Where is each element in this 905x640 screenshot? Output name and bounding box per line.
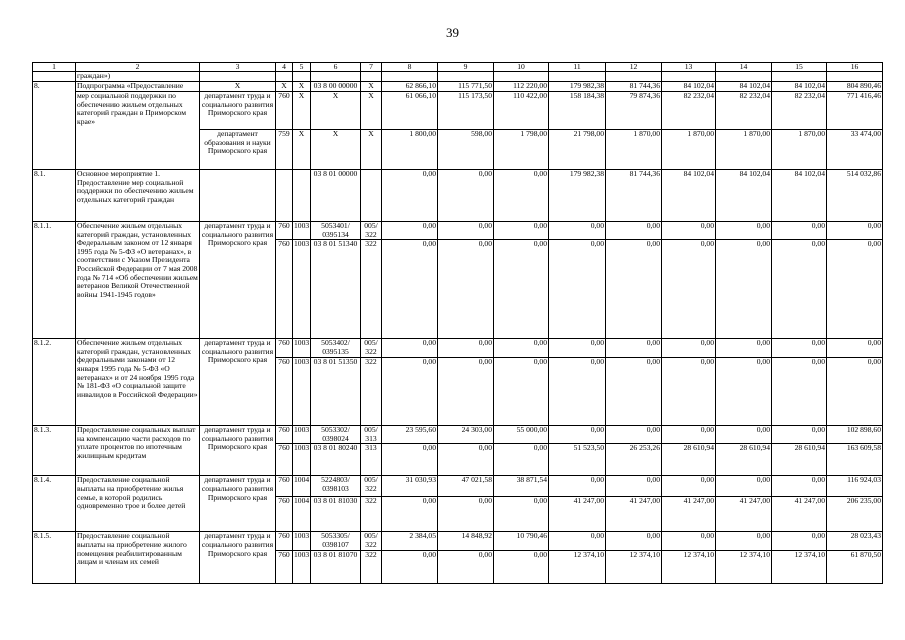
column-number: 16 [827, 63, 883, 72]
amount-cell: 0,00 [716, 358, 772, 426]
ministry-code: 760 [276, 444, 293, 476]
amount-cell: 0,00 [438, 170, 494, 222]
amount-cell: 598,00 [438, 130, 494, 170]
section-code: X [293, 130, 311, 170]
amount-cell: 112 220,00 [494, 82, 549, 92]
row-name: Обеспечение жильем отдельных категорий граждан, установленных Федеральным законом от 12 января 1995 года № 5-ФЗ «О ветеранах», в соответствии с Указом Президента Российской Федерации от 7 мая 2008 года № 714 «Об обеспечении жильем ветеранов Великой Отечественной войны 1941-1945 годов» [76, 222, 200, 339]
amount-cell: 1 800,00 [382, 130, 438, 170]
target-item-code: 5053401/ 0395134 [311, 222, 361, 240]
amount-cell: 21 798,00 [549, 130, 606, 170]
amount-cell: 0,00 [662, 358, 716, 426]
ministry-code: 760 [276, 358, 293, 426]
amount-cell [382, 72, 438, 82]
amount-cell: 55 000,00 [494, 426, 549, 444]
amount-cell: 81 744,36 [606, 82, 662, 92]
amount-cell [827, 72, 883, 82]
amount-cell: 84 102,04 [662, 170, 716, 222]
column-number: 1 [33, 63, 76, 72]
amount-cell: 0,00 [827, 339, 883, 358]
responsible-executor: департамент труда и социального развития Приморского края [200, 426, 276, 476]
expense-type-code: 322 [361, 551, 382, 584]
row-number: 8.1.5. [33, 532, 76, 584]
row-number [33, 72, 76, 82]
target-item-code: 03 8 01 51350 [311, 358, 361, 426]
amount-cell: 0,00 [549, 339, 606, 358]
amount-cell: 0,00 [382, 339, 438, 358]
row-number: 8.1.4. [33, 476, 76, 532]
amount-cell: 84 102,04 [662, 82, 716, 92]
amount-cell: 0,00 [827, 222, 883, 240]
amount-cell: 115 173,50 [438, 92, 494, 130]
responsible-executor: департамент труда и социального развития Приморского края [200, 222, 276, 339]
column-number: 11 [549, 63, 606, 72]
amount-cell [494, 72, 549, 82]
column-number: 9 [438, 63, 494, 72]
amount-cell: 0,00 [382, 240, 438, 339]
section-code: 1003 [293, 551, 311, 584]
amount-cell: 0,00 [606, 358, 662, 426]
target-item-code: X [311, 92, 361, 130]
amount-cell: 0,00 [382, 170, 438, 222]
amount-cell: 0,00 [772, 339, 827, 358]
amount-cell: 41 247,00 [606, 497, 662, 532]
responsible-executor: департамент труда и социального развития Приморского края [200, 476, 276, 532]
amount-cell: 115 771,50 [438, 82, 494, 92]
ministry-code: 760 [276, 476, 293, 497]
section-code [293, 170, 311, 222]
ministry-code: 760 [276, 426, 293, 444]
amount-cell: 0,00 [827, 240, 883, 339]
amount-cell: 12 374,10 [549, 551, 606, 584]
column-number: 10 [494, 63, 549, 72]
amount-cell: 1 870,00 [606, 130, 662, 170]
target-item-code: 5053302/ 0398024 [311, 426, 361, 444]
table-row [33, 476, 883, 497]
amount-cell: 0,00 [382, 497, 438, 532]
target-item-code: X [311, 130, 361, 170]
ministry-code: 760 [276, 92, 293, 130]
amount-cell: 82 232,04 [662, 92, 716, 130]
expense-type-code: X [361, 82, 382, 92]
row-number: 8.1.2. [33, 339, 76, 426]
amount-cell: 0,00 [662, 222, 716, 240]
column-number: 15 [772, 63, 827, 72]
target-item-code: 03 8 01 00000 [311, 170, 361, 222]
ministry-code: 760 [276, 222, 293, 240]
amount-cell: 82 232,04 [716, 92, 772, 130]
row-number: 8.1. [33, 170, 76, 222]
amount-cell: 0,00 [494, 240, 549, 339]
row-name: Предоставление социальных выплат на компенсацию части расходов по уплате процентов по ипотечным жилищным кредитам [76, 426, 200, 476]
amount-cell: 771 416,46 [827, 92, 883, 130]
amount-cell: 84 102,04 [716, 82, 772, 92]
amount-cell: 0,00 [716, 532, 772, 551]
amount-cell: 0,00 [606, 222, 662, 240]
amount-cell: 0,00 [382, 358, 438, 426]
amount-cell: 0,00 [772, 426, 827, 444]
expense-type-code: 313 [361, 444, 382, 476]
amount-cell: 0,00 [606, 240, 662, 339]
expense-type-code: 005/ 322 [361, 532, 382, 551]
amount-cell: 0,00 [494, 339, 549, 358]
amount-cell: 14 848,92 [438, 532, 494, 551]
column-number: 5 [293, 63, 311, 72]
row-name: Обеспечение жильем отдельных категорий граждан, установленных федеральными законами от 12 января 1995 года № 5-ФЗ «О ветеранах» и от 24 ноября 1995 года № 181-ФЗ «О социальной защите инвалидов в Российской Федерации» [76, 339, 200, 426]
amount-cell: 81 744,36 [606, 170, 662, 222]
ministry-code: 760 [276, 551, 293, 584]
responsible-executor: департамент труда и социального развития Приморского края [200, 532, 276, 584]
amount-cell: 0,00 [662, 339, 716, 358]
column-number: 13 [662, 63, 716, 72]
amount-cell: 0,00 [494, 358, 549, 426]
amount-cell: 179 982,38 [549, 170, 606, 222]
amount-cell: 28 610,94 [772, 444, 827, 476]
table-row [33, 532, 883, 551]
amount-cell: 10 790,46 [494, 532, 549, 551]
amount-cell: 47 021,58 [438, 476, 494, 497]
column-number: 6 [311, 63, 361, 72]
target-item-code: 03 8 00 00000 [311, 82, 361, 92]
section-code [293, 72, 311, 82]
ministry-code: 760 [276, 339, 293, 358]
table-row [33, 92, 883, 130]
amount-cell: 0,00 [716, 476, 772, 497]
responsible-executor: департамент образования и науки Приморского края [200, 130, 276, 170]
table-row [33, 222, 883, 240]
amount-cell: 0,00 [549, 532, 606, 551]
amount-cell: 84 102,04 [716, 170, 772, 222]
amount-cell [606, 72, 662, 82]
amount-cell: 0,00 [772, 240, 827, 339]
expense-type-code: 322 [361, 240, 382, 339]
amount-cell: 804 890,46 [827, 82, 883, 92]
amount-cell [662, 72, 716, 82]
section-code: 1003 [293, 222, 311, 240]
amount-cell: 82 232,04 [772, 92, 827, 130]
column-number: 7 [361, 63, 382, 72]
amount-cell: 79 874,36 [606, 92, 662, 130]
column-number: 3 [200, 63, 276, 72]
amount-cell: 33 474,00 [827, 130, 883, 170]
target-item-code: 5053305/ 0398107 [311, 532, 361, 551]
amount-cell: 12 374,10 [716, 551, 772, 584]
section-code: X [293, 82, 311, 92]
amount-cell: 0,00 [549, 426, 606, 444]
table-row [33, 170, 883, 222]
amount-cell: 23 595,60 [382, 426, 438, 444]
amount-cell: 0,00 [494, 497, 549, 532]
amount-cell [716, 72, 772, 82]
amount-cell: 0,00 [549, 358, 606, 426]
amount-cell: 0,00 [606, 426, 662, 444]
ministry-code: 760 [276, 240, 293, 339]
responsible-executor [200, 170, 276, 222]
target-item-code: 03 8 01 51340 [311, 240, 361, 339]
row-name: Подпрограмма «Предоставление [76, 82, 200, 92]
expense-type-code: X [361, 92, 382, 130]
amount-cell: 0,00 [494, 551, 549, 584]
amount-cell: 0,00 [549, 222, 606, 240]
budget-table [32, 62, 883, 584]
amount-cell: 0,00 [716, 339, 772, 358]
amount-cell: 24 303,00 [438, 426, 494, 444]
row-number: 8.1.3. [33, 426, 76, 476]
expense-type-code: 005/ 322 [361, 222, 382, 240]
target-item-code [311, 72, 361, 82]
amount-cell: 12 374,10 [772, 551, 827, 584]
expense-type-code: 322 [361, 358, 382, 426]
amount-cell: 110 422,00 [494, 92, 549, 130]
amount-cell: 28 610,94 [716, 444, 772, 476]
amount-cell: 41 247,00 [662, 497, 716, 532]
row-name: Предоставление социальной выплаты на приобретение жилья семье, в которой родились одновременно трое и более детей [76, 476, 200, 532]
section-code: 1003 [293, 426, 311, 444]
amount-cell: 41 247,00 [716, 497, 772, 532]
ministry-code: 759 [276, 130, 293, 170]
column-number: 14 [716, 63, 772, 72]
row-number: 8. [33, 82, 76, 170]
amount-cell: 0,00 [549, 476, 606, 497]
section-code: 1004 [293, 476, 311, 497]
section-code: 1003 [293, 444, 311, 476]
section-code: 1004 [293, 497, 311, 532]
row-name: граждан») [76, 72, 200, 82]
amount-cell: 0,00 [438, 551, 494, 584]
amount-cell: 163 609,58 [827, 444, 883, 476]
amount-cell: 0,00 [772, 222, 827, 240]
amount-cell: 31 030,93 [382, 476, 438, 497]
amount-cell: 12 374,10 [662, 551, 716, 584]
responsible-executor: департамент труда и социального развития Приморского края [200, 92, 276, 130]
amount-cell: 61 066,10 [382, 92, 438, 130]
amount-cell: 0,00 [438, 444, 494, 476]
amount-cell: 41 247,00 [772, 497, 827, 532]
ministry-code [276, 72, 293, 82]
expense-type-code: 005/ 313 [361, 426, 382, 444]
amount-cell [772, 72, 827, 82]
amount-cell: 38 871,54 [494, 476, 549, 497]
amount-cell: 84 102,04 [772, 82, 827, 92]
amount-cell: 62 866,10 [382, 82, 438, 92]
amount-cell: 0,00 [662, 426, 716, 444]
table-row [33, 82, 883, 92]
target-item-code: 03 8 01 80240 [311, 444, 361, 476]
amount-cell: 84 102,04 [772, 170, 827, 222]
expense-type-code: X [361, 130, 382, 170]
table-row [33, 72, 883, 82]
column-number: 4 [276, 63, 293, 72]
ministry-code: 760 [276, 532, 293, 551]
responsible-executor: X [200, 82, 276, 92]
column-number-row [33, 63, 883, 72]
expense-type-code [361, 170, 382, 222]
amount-cell: 0,00 [827, 358, 883, 426]
amount-cell: 0,00 [438, 240, 494, 339]
amount-cell: 0,00 [382, 444, 438, 476]
amount-cell [438, 72, 494, 82]
amount-cell: 1 870,00 [716, 130, 772, 170]
amount-cell: 514 032,86 [827, 170, 883, 222]
amount-cell: 26 253,26 [606, 444, 662, 476]
expense-type-code: 322 [361, 497, 382, 532]
amount-cell: 0,00 [438, 358, 494, 426]
target-item-code: 03 8 01 81070 [311, 551, 361, 584]
amount-cell: 0,00 [716, 426, 772, 444]
ministry-code [276, 170, 293, 222]
amount-cell: 0,00 [438, 222, 494, 240]
amount-cell: 0,00 [494, 444, 549, 476]
expense-type-code: 005/ 322 [361, 476, 382, 497]
amount-cell: 41 247,00 [549, 497, 606, 532]
page-number: 39 [446, 25, 459, 40]
amount-cell: 1 870,00 [772, 130, 827, 170]
responsible-executor: департамент труда и социального развития Приморского края [200, 339, 276, 426]
amount-cell: 28 610,94 [662, 444, 716, 476]
amount-cell: 0,00 [494, 170, 549, 222]
amount-cell: 0,00 [606, 339, 662, 358]
amount-cell: 0,00 [772, 476, 827, 497]
section-code: 1003 [293, 240, 311, 339]
amount-cell: 0,00 [662, 240, 716, 339]
section-code: X [293, 92, 311, 130]
amount-cell: 0,00 [662, 532, 716, 551]
amount-cell: 0,00 [716, 240, 772, 339]
responsible-executor [200, 72, 276, 82]
expense-type-code: 005/ 322 [361, 339, 382, 358]
ministry-code: 760 [276, 497, 293, 532]
column-number: 2 [76, 63, 200, 72]
amount-cell: 51 523,50 [549, 444, 606, 476]
target-item-code: 5224803/ 0398103 [311, 476, 361, 497]
amount-cell: 0,00 [494, 222, 549, 240]
amount-cell: 1 870,00 [662, 130, 716, 170]
row-name: мер социальной поддержки по обеспечению жильем отдельных категорий граждан в Приморском крае» [76, 92, 200, 170]
ministry-code: X [276, 82, 293, 92]
amount-cell: 206 235,00 [827, 497, 883, 532]
table-row [33, 339, 883, 358]
amount-cell: 0,00 [772, 532, 827, 551]
table-row [33, 426, 883, 444]
amount-cell: 0,00 [382, 551, 438, 584]
row-number: 8.1.1. [33, 222, 76, 339]
amount-cell: 0,00 [438, 339, 494, 358]
amount-cell: 2 384,05 [382, 532, 438, 551]
row-name: Основное мероприятие 1. Предоставление мер социальной поддержки по обеспечению жильем отдельных категорий граждан [76, 170, 200, 222]
expense-type-code [361, 72, 382, 82]
section-code: 1003 [293, 358, 311, 426]
amount-cell: 0,00 [438, 497, 494, 532]
amount-cell: 0,00 [382, 222, 438, 240]
amount-cell: 0,00 [606, 532, 662, 551]
target-item-code: 03 8 01 81030 [311, 497, 361, 532]
amount-cell: 0,00 [716, 222, 772, 240]
amount-cell: 0,00 [772, 358, 827, 426]
column-number: 12 [606, 63, 662, 72]
amount-cell: 0,00 [549, 240, 606, 339]
section-code: 1003 [293, 339, 311, 358]
target-item-code: 5053402/ 0395135 [311, 339, 361, 358]
amount-cell: 12 374,10 [606, 551, 662, 584]
amount-cell: 28 023,43 [827, 532, 883, 551]
row-name: Предоставление социальной выплаты на приобретение жилого помещения реабилитированным лицам и членам их семей [76, 532, 200, 584]
amount-cell: 102 898,60 [827, 426, 883, 444]
amount-cell: 61 870,50 [827, 551, 883, 584]
amount-cell: 1 798,00 [494, 130, 549, 170]
column-number: 8 [382, 63, 438, 72]
amount-cell: 158 184,38 [549, 92, 606, 130]
amount-cell: 179 982,38 [549, 82, 606, 92]
amount-cell [549, 72, 606, 82]
amount-cell: 0,00 [606, 476, 662, 497]
amount-cell: 0,00 [662, 476, 716, 497]
section-code: 1003 [293, 532, 311, 551]
amount-cell: 116 924,03 [827, 476, 883, 497]
